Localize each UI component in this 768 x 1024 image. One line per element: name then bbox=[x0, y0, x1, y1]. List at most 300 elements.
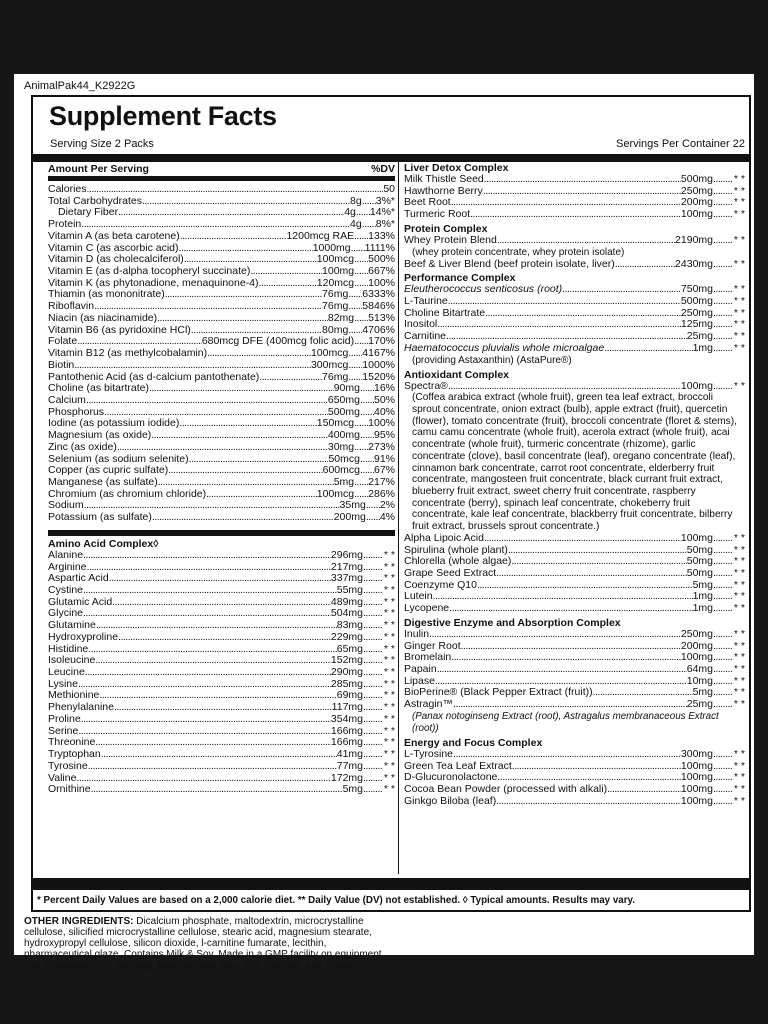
ingredient-name: Selenium (as sodium selenite) bbox=[48, 453, 189, 465]
antioxidant-row bbox=[404, 591, 745, 603]
ingredient-amount: 100mg bbox=[680, 532, 713, 544]
ingredient-amount: 354mg bbox=[330, 713, 363, 725]
ingredient-name: Beef & Liver Blend (beef protein isolate, liver) bbox=[404, 258, 615, 270]
nutrient-row bbox=[48, 301, 395, 313]
nutrient-row bbox=[48, 360, 395, 372]
ingredient-name: Haematococcus pluvialis whole microalgae bbox=[404, 342, 605, 354]
dv-header-label: %DV bbox=[371, 163, 395, 175]
nutrient-row bbox=[48, 430, 395, 442]
ingredient-amount: 100mcg bbox=[316, 488, 355, 500]
whey-row bbox=[404, 235, 745, 247]
ingredient-amount: 290mg bbox=[330, 667, 363, 679]
daily-value-not-established: * * bbox=[733, 699, 745, 711]
ingredient-name: Cystine bbox=[48, 585, 84, 596]
ingredient-name: Vitamin C (as ascorbic acid) bbox=[48, 242, 179, 254]
daily-value-not-established: * * bbox=[733, 234, 745, 246]
ingredient-name: Green Tea Leaf Extract bbox=[404, 760, 512, 772]
dot-leader bbox=[360, 454, 374, 466]
daily-value: 91% bbox=[373, 453, 395, 465]
header-rule bbox=[33, 154, 749, 162]
dot-leader bbox=[363, 597, 383, 609]
dot-leader bbox=[437, 319, 681, 331]
ingredient-name: Inulin bbox=[404, 628, 430, 640]
dot-leader bbox=[433, 591, 693, 603]
other-ingredients-text: Dicalcium phosphate, maltodextrin, microcrystalline cellulose, silicified microcrystalline cellulose, stearic acid, magnesium stearate, hydroxypropyl cellulose, silicon dioxide, l-carnitine fumarate, lecithin, pharmaceutical glaze. Contains Milk & Soy. Made in a GMP facility on equipment that processes milk, soy, egg, peanuts, tree nuts, fish, shellfish, and wheat. bbox=[24, 916, 382, 971]
ingredient-amount: 166mg bbox=[330, 737, 363, 749]
dot-leader bbox=[83, 585, 337, 597]
dot-leader bbox=[562, 284, 681, 296]
ingredient-amount: 25mg bbox=[686, 699, 713, 711]
ingredient-amount: 5mg bbox=[692, 579, 713, 591]
nutrient-row bbox=[48, 207, 395, 219]
dot-leader bbox=[206, 489, 317, 501]
dot-leader bbox=[74, 360, 311, 372]
ingredient-amount: 600mcg bbox=[322, 465, 360, 477]
dot-leader bbox=[165, 289, 322, 301]
dot-leader bbox=[713, 319, 733, 331]
amino-row bbox=[48, 585, 395, 597]
ingredient-name: Phosphorus bbox=[48, 406, 105, 418]
dot-leader bbox=[448, 381, 681, 393]
dot-leader bbox=[151, 430, 328, 442]
ingredient-name: Lycopene bbox=[404, 603, 450, 615]
dot-leader bbox=[360, 395, 374, 407]
dot-leader bbox=[363, 620, 383, 632]
dot-leader bbox=[511, 556, 686, 568]
dot-leader bbox=[149, 383, 334, 395]
daily-value-not-established: * * bbox=[733, 319, 745, 331]
ingredient-name: Niacin (as niacinamide) bbox=[48, 312, 158, 324]
daily-value: 67% bbox=[373, 465, 395, 477]
ingredient-amount: 77mg bbox=[336, 760, 363, 772]
dot-leader bbox=[99, 690, 336, 702]
dot-leader bbox=[86, 395, 328, 407]
ingredient-name: Grape Seed Extract bbox=[404, 567, 497, 579]
daily-value-not-established: * * bbox=[383, 702, 395, 714]
daily-value: 4706% bbox=[362, 324, 395, 336]
ingredient-name: Milk Thistle Seed bbox=[404, 174, 484, 185]
ingredient-amount: 100mg bbox=[322, 266, 355, 278]
dot-leader bbox=[354, 418, 368, 430]
nutrient-row bbox=[48, 454, 395, 466]
ingredient-amount: 250mg bbox=[680, 307, 713, 319]
ingredient-amount: 504mg bbox=[330, 608, 363, 620]
daily-value-not-established: * * bbox=[383, 643, 395, 655]
daily-value: 667% bbox=[368, 266, 395, 278]
dot-leader bbox=[713, 664, 733, 676]
ingredient-amount: 30mg bbox=[327, 441, 355, 453]
performance-title: Performance Complex bbox=[404, 272, 516, 285]
antioxidant-row bbox=[404, 545, 745, 557]
ingredient-amount: 125mg bbox=[680, 319, 713, 331]
ingredient-amount: 76mg bbox=[322, 301, 349, 313]
dot-leader bbox=[713, 652, 733, 664]
nutrient-row bbox=[48, 348, 395, 360]
footer-rule bbox=[33, 878, 749, 888]
ingredient-amount: 4g bbox=[350, 219, 362, 231]
dot-leader bbox=[446, 331, 687, 343]
ingredient-name: Whey Protein Blend bbox=[404, 234, 497, 246]
daily-value-not-established: * * bbox=[733, 567, 745, 579]
dot-leader bbox=[508, 545, 687, 557]
daily-value-not-established: * * bbox=[733, 284, 745, 296]
daily-value-not-established: * * bbox=[733, 197, 745, 209]
nutrient-row bbox=[48, 196, 395, 208]
ingredient-amount: 1mg bbox=[692, 603, 713, 615]
ingredient-name: Ornithine bbox=[48, 784, 91, 796]
ingredient-name: Manganese (as sulfate) bbox=[48, 476, 158, 488]
energy-row bbox=[404, 749, 745, 761]
performance-row bbox=[404, 308, 745, 320]
ingredient-amount: 4g bbox=[344, 207, 356, 219]
dot-leader bbox=[484, 533, 681, 545]
ingredient-name: Vitamin K (as phytonadione, menaquinone-4) bbox=[48, 277, 259, 289]
ingredient-amount: 217mg bbox=[330, 561, 363, 573]
nutrient-row bbox=[48, 313, 395, 325]
dot-leader bbox=[363, 667, 383, 679]
ingredient-amount: 25mg bbox=[686, 331, 713, 343]
nutrient-row bbox=[48, 184, 395, 196]
dot-leader bbox=[360, 407, 374, 419]
dot-leader bbox=[168, 465, 322, 477]
daily-value: 273% bbox=[368, 441, 395, 453]
daily-value-not-established: * * bbox=[733, 687, 745, 699]
dot-leader bbox=[152, 512, 334, 524]
ingredient-amount: 100mg bbox=[680, 784, 713, 795]
dot-leader bbox=[363, 726, 383, 738]
daily-value: 170% bbox=[368, 336, 395, 348]
dot-leader bbox=[360, 383, 374, 395]
amount-per-serving-label: Amount Per Serving bbox=[48, 163, 149, 175]
ingredient-name: Chromium (as chromium chloride) bbox=[48, 488, 207, 500]
dot-leader bbox=[496, 568, 687, 580]
antioxidant-row bbox=[404, 580, 745, 592]
dot-leader bbox=[713, 331, 733, 343]
nutrient-row bbox=[48, 289, 395, 301]
nutrient-row bbox=[48, 254, 395, 266]
energy-row bbox=[404, 761, 745, 773]
dot-leader bbox=[461, 641, 681, 653]
dot-leader bbox=[78, 679, 331, 691]
ingredient-name: Vitamin D (as cholecalciferol) bbox=[48, 254, 184, 266]
ingredient-amount: 5mg bbox=[342, 784, 363, 796]
ingredient-name: Copper (as cupric sulfate) bbox=[48, 465, 169, 477]
dot-leader bbox=[713, 545, 733, 557]
dot-leader bbox=[435, 676, 687, 688]
digestive-row bbox=[404, 699, 745, 711]
ingredient-amount: 2430mg bbox=[675, 258, 713, 270]
daily-value-not-established: * * bbox=[383, 749, 395, 761]
ingredient-amount: 200mg bbox=[680, 197, 713, 209]
ingredient-name: Histidine bbox=[48, 643, 89, 655]
beef-row-holder bbox=[404, 259, 745, 271]
dot-leader bbox=[95, 655, 331, 667]
ingredient-name: L-Taurine bbox=[404, 296, 448, 308]
dot-leader bbox=[85, 667, 331, 679]
dot-leader bbox=[713, 603, 733, 615]
daily-value-not-established: * * bbox=[733, 772, 745, 784]
ingredient-name: Biotin bbox=[48, 359, 75, 371]
daily-value-not-established: * * bbox=[383, 678, 395, 690]
whey-row-holder bbox=[404, 235, 745, 247]
astragin-note: (Panax notoginseng Extract (root), Astragalus membranaceous Extract (root)) bbox=[412, 710, 719, 734]
serving-size: Serving Size 2 Packs bbox=[50, 138, 154, 150]
antioxidant-row bbox=[404, 603, 745, 615]
digestive-row bbox=[404, 664, 745, 676]
digestive-row bbox=[404, 629, 745, 641]
dot-leader bbox=[259, 278, 317, 290]
dot-leader bbox=[363, 562, 383, 574]
energy-row bbox=[404, 772, 745, 784]
daily-value: 500% bbox=[368, 254, 395, 266]
dot-leader bbox=[88, 644, 336, 656]
amino-rule bbox=[48, 530, 395, 536]
dot-leader bbox=[354, 336, 368, 348]
amino-list bbox=[48, 550, 395, 796]
amino-row bbox=[48, 573, 395, 585]
ingredient-name: BioPerine® (Black Pepper Extract (fruit)) bbox=[404, 687, 593, 699]
daily-value-not-established: * * bbox=[733, 628, 745, 640]
dot-leader bbox=[362, 219, 376, 231]
ingredient-amount: 680mcg DFE (400mcg folic acid) bbox=[201, 336, 355, 348]
ingredient-amount: 500mg bbox=[327, 406, 360, 418]
dot-leader bbox=[713, 235, 733, 247]
amino-row bbox=[48, 714, 395, 726]
nutrient-row bbox=[48, 395, 395, 407]
panel-title: Supplement Facts bbox=[49, 101, 277, 131]
daily-value-not-established: * * bbox=[733, 307, 745, 319]
daily-value-not-established: * * bbox=[733, 556, 745, 568]
amino-row bbox=[48, 726, 395, 738]
ingredient-name: Glycine bbox=[48, 608, 84, 620]
nutrient-row bbox=[48, 500, 395, 512]
ingredient-amount: 100mg bbox=[680, 772, 713, 784]
digestive-row bbox=[404, 676, 745, 688]
ingredient-amount: 500mg bbox=[680, 174, 713, 185]
dot-leader bbox=[604, 343, 692, 355]
dot-leader bbox=[158, 477, 334, 489]
liver-list bbox=[404, 174, 745, 221]
amino-row bbox=[48, 679, 395, 691]
dot-leader bbox=[348, 348, 362, 360]
dot-leader bbox=[713, 784, 733, 796]
daily-value-not-established: * * bbox=[733, 795, 745, 807]
dot-leader bbox=[78, 726, 331, 738]
ingredient-name: Glutamic Acid bbox=[48, 596, 113, 608]
ingredient-amount: 296mg bbox=[330, 549, 363, 561]
ingredient-name: Spirulina (whole plant) bbox=[404, 544, 508, 556]
daily-value-not-established: * * bbox=[733, 748, 745, 760]
ingredient-name: Vitamin A (as beta carotene) bbox=[48, 230, 180, 242]
dot-leader bbox=[713, 676, 733, 688]
ingredient-name: Alpha Lipoic Acid bbox=[404, 532, 484, 544]
daily-value: 40% bbox=[373, 406, 395, 418]
amino-row bbox=[48, 562, 395, 574]
daily-value-not-established: * * bbox=[733, 579, 745, 591]
daily-value: 5846% bbox=[362, 301, 395, 313]
ingredient-name: Zinc (as oxide) bbox=[48, 441, 117, 453]
spectra-note: (Coffea arabica extract (whole fruit), green tea leaf extract, broccoli sprout concentrate, onion extract (bulb), apple extract (fruit), quercetin (flower), tomato concentrate (fruit), broccoli concentrate (floret & stems), camu camu concentrate (whole fruit), acerola extract (whole fruit), acai concentrate (whole fruit), turmeric concentrate (rhizome), garlic concentrate (clove), basil concentrate (leaf), oregano concentrate (leaf), cinnamon bark concentrate, carrot root concentrate, elderberry fruit concentrate, mangosteen fruit concentrate, black currant fruit extract, blueberry fruit extract, sweet cherry fruit concentrate, raspberry concentrate (berry), spinach leaf concentrate, chokeberry fruit concentrate, kale leaf concentrate, blackberry fruit concentrate, bilberry fruit extract, brussels sprout concentrate.) bbox=[412, 392, 737, 533]
amino-row bbox=[48, 608, 395, 620]
dot-leader bbox=[713, 343, 733, 355]
ingredient-amount: 35mg bbox=[339, 500, 366, 512]
antioxidant-row bbox=[404, 568, 745, 580]
daily-value-not-established: * * bbox=[733, 209, 745, 221]
nutrient-row bbox=[48, 477, 395, 489]
dot-leader bbox=[118, 632, 331, 644]
ingredient-name: Magnesium (as oxide) bbox=[48, 430, 152, 442]
dot-leader bbox=[354, 266, 368, 278]
ingredient-name: Vitamin E (as d-alpha tocopheryl succinate) bbox=[48, 266, 251, 278]
dot-leader bbox=[83, 550, 331, 562]
dot-leader bbox=[180, 231, 287, 243]
dot-leader bbox=[448, 296, 681, 308]
dot-leader bbox=[497, 772, 681, 784]
antioxidant-list bbox=[404, 533, 745, 615]
dot-leader bbox=[485, 308, 681, 320]
liver-row bbox=[404, 186, 745, 198]
liver-row bbox=[404, 197, 745, 209]
dot-leader bbox=[363, 550, 383, 562]
daily-value-not-established: * * bbox=[383, 737, 395, 749]
dot-leader bbox=[81, 714, 331, 726]
ingredient-name: Potassium (as sulfate) bbox=[48, 512, 152, 524]
dot-leader bbox=[348, 289, 362, 301]
daily-value-not-established: * * bbox=[383, 631, 395, 643]
nutrient-row bbox=[48, 372, 395, 384]
dot-leader bbox=[354, 489, 368, 501]
dot-leader bbox=[363, 761, 383, 773]
dot-leader bbox=[362, 196, 376, 208]
dot-leader bbox=[184, 254, 317, 266]
daily-value: 4167% bbox=[362, 348, 395, 360]
daily-value-not-established: * * bbox=[383, 784, 395, 796]
dot-leader bbox=[351, 243, 365, 255]
dot-leader bbox=[179, 243, 313, 255]
dot-leader bbox=[593, 687, 693, 699]
ingredient-amount: 229mg bbox=[330, 631, 363, 643]
ingredient-name: Lysine bbox=[48, 678, 78, 690]
nutrient-row bbox=[48, 243, 395, 255]
performance-row bbox=[404, 296, 745, 308]
dot-leader bbox=[87, 562, 331, 574]
daily-value-not-established: * * bbox=[383, 760, 395, 772]
daily-value: 8%* bbox=[375, 219, 395, 231]
dot-leader bbox=[477, 580, 693, 592]
dot-leader bbox=[713, 284, 733, 296]
other-ingredients bbox=[24, 916, 396, 971]
dot-leader bbox=[363, 585, 383, 597]
dot-leader bbox=[207, 348, 311, 360]
dot-leader bbox=[453, 699, 687, 711]
dot-leader bbox=[607, 784, 681, 796]
ingredient-name: Sodium bbox=[48, 500, 84, 512]
ingredient-amount: 100mg bbox=[680, 795, 713, 807]
ingredient-name: Chlorella (whole algae) bbox=[404, 556, 512, 568]
dot-leader bbox=[81, 219, 350, 231]
dot-leader bbox=[363, 573, 383, 585]
ingredient-name: Papain bbox=[404, 663, 437, 675]
ingredient-amount: 1200mcg RAE bbox=[286, 230, 355, 242]
ingredient-amount: 400mg bbox=[327, 430, 360, 442]
ingredient-amount: 300mg bbox=[680, 748, 713, 760]
ingredient-name: Tyrosine bbox=[48, 760, 88, 772]
amino-row bbox=[48, 644, 395, 656]
dot-leader bbox=[366, 512, 380, 524]
ingredient-amount: 55mg bbox=[336, 585, 363, 596]
nutrient-row bbox=[48, 383, 395, 395]
ingredient-amount: 2190mg bbox=[675, 234, 713, 246]
dot-leader bbox=[713, 687, 733, 699]
ingredient-amount: 5mg bbox=[692, 687, 713, 699]
ingredient-name: Spectra® bbox=[404, 380, 448, 392]
ingredient-name: Cocoa Bean Powder (processed with alkali) bbox=[404, 784, 608, 795]
whey-note: (whey protein concentrate, whey protein isolate) bbox=[412, 246, 625, 258]
daily-value-not-established: * * bbox=[383, 690, 395, 702]
digestive-list bbox=[404, 629, 745, 711]
liver-row bbox=[404, 209, 745, 221]
ingredient-name: Ginger Root bbox=[404, 640, 461, 652]
ingredient-amount: 76mg bbox=[322, 371, 349, 383]
daily-value: 14%* bbox=[369, 207, 395, 219]
nutrient-row bbox=[48, 418, 395, 430]
digestive-row bbox=[404, 641, 745, 653]
dot-leader bbox=[713, 209, 733, 221]
dot-leader bbox=[363, 714, 383, 726]
ingredient-name: Glutamine bbox=[48, 620, 96, 632]
ingredient-name: Threonine bbox=[48, 737, 96, 749]
dot-leader bbox=[189, 454, 329, 466]
dot-leader bbox=[713, 296, 733, 308]
protein-title: Protein Complex bbox=[404, 222, 488, 235]
dot-leader bbox=[363, 737, 383, 749]
daily-value: 3%* bbox=[375, 195, 395, 207]
daily-value: 95% bbox=[373, 430, 395, 442]
daily-value-not-established: * * bbox=[383, 725, 395, 737]
ingredient-amount: 10mg bbox=[686, 675, 713, 687]
right-column bbox=[404, 162, 745, 874]
daily-value-not-established: * * bbox=[383, 585, 395, 596]
daily-value-not-established: * * bbox=[383, 620, 395, 632]
ingredient-amount: 76mg bbox=[322, 289, 349, 301]
nutrient-row bbox=[48, 442, 395, 454]
amino-title: Amino Acid Complex◊ bbox=[48, 537, 159, 550]
dot-leader bbox=[179, 418, 316, 430]
performance-row bbox=[404, 331, 745, 343]
left-column bbox=[48, 162, 395, 874]
ingredient-amount: 100mcg bbox=[316, 254, 355, 266]
ingredient-name: D-Glucuronolactone bbox=[404, 772, 498, 784]
amino-row bbox=[48, 737, 395, 749]
ingredient-amount: 100mg bbox=[680, 652, 713, 664]
dot-leader bbox=[363, 702, 383, 714]
daily-value: 6333% bbox=[362, 289, 395, 301]
ingredient-amount: 750mg bbox=[680, 284, 713, 296]
dot-leader bbox=[713, 381, 733, 393]
dot-leader bbox=[77, 336, 202, 348]
product-code: AnimalPak44_K2922G bbox=[24, 80, 136, 92]
dot-leader bbox=[497, 235, 675, 247]
ingredient-name: Serine bbox=[48, 725, 79, 737]
label-sheet bbox=[14, 74, 754, 971]
ingredient-amount: 41mg bbox=[336, 749, 363, 761]
ingredient-amount: 120mcg bbox=[316, 277, 355, 289]
ingredient-name: Arginine bbox=[48, 561, 87, 573]
ingredient-amount: 1000mg bbox=[312, 242, 351, 254]
dot-leader bbox=[713, 749, 733, 761]
dot-leader bbox=[112, 597, 331, 609]
column-divider bbox=[398, 162, 399, 874]
